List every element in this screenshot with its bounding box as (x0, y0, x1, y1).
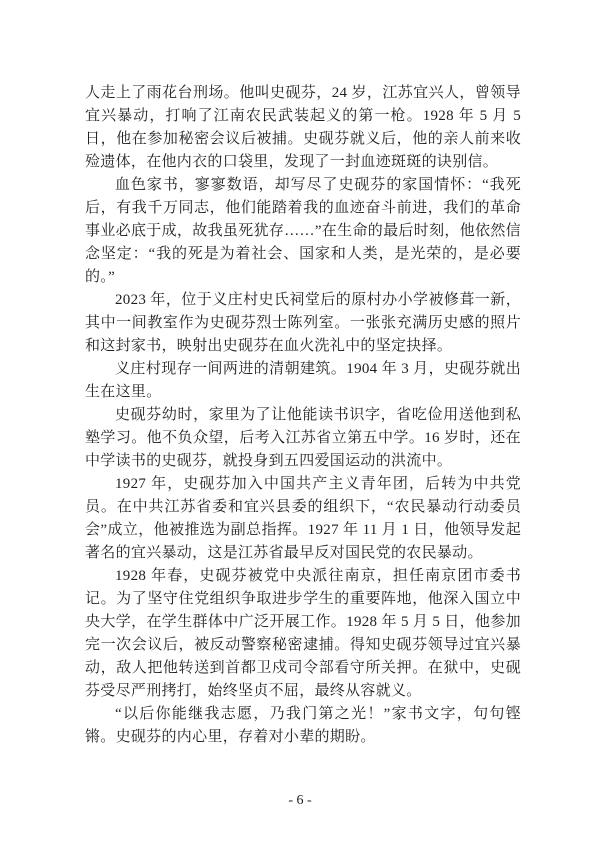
paragraph-continuation: 人走上了雨花台刑场。他叫史砚芬，24 岁，江苏宜兴人，曾领导宜兴暴动，打响了江南农民武装起义的第一枪。1928 年 5 月 5 日，他在参加秘密会议后被捕。史砚芬就义后，他的亲人前来收殓遗体，在他内衣的口袋里，发现了一封血迹斑斑的诀别信。 (85, 85, 521, 170)
paragraph: “以后你能继我志愿，乃我门第之光！”家书文字，句句铿锵。史砚芬的内心里，存着对小辈的期盼。 (85, 706, 521, 745)
paragraph: 2023 年，位于义庄村史氏祠堂后的原村办小学被修葺一新，其中一间教室作为史砚芬烈士陈列室。一张张充满历史感的照片和这封家书，映射出史砚芬在血火洗礼中的坚定抉择。 (85, 292, 521, 354)
paragraph: 血色家书，寥寥数语，却写尽了史砚芬的家国情怀：“我死后，有我千万同志，他们能踏着我的血迹奋斗前进，我们的革命事业必底于成，故我虽死犹存……”在生命的最后时刻，他依然信念坚定：“我的死是为着社会、国家和人类，是光荣的，是必要的。” (85, 177, 521, 285)
paragraph: 1928 年春，史砚芬被党中央派往南京，担任南京团市委书记。为了坚守住党组织争取进步学生的重要阵地，他深入国立中央大学，在学生群体中广泛开展工作。1928 年 5 月 5 日，他参加完一次会议后，被反动警察秘密逮捕。得知史砚芬领导过宜兴暴动，敌人把他转送到首都卫戍司令部看守所关押。在狱中，史砚芬受尽严刑拷打，始终坚贞不屈，最终从容就义。 (85, 568, 521, 699)
paragraph: 史砚芬幼时，家里为了让他能读书识字，省吃俭用送他到私塾学习。他不负众望，后考入江苏省立第五中学。16 岁时，还在中学读书的史砚芬，就投身到五四爱国运动的洪流中。 (85, 407, 521, 469)
paragraph: 义庄村现存一间两进的清朝建筑。1904 年 3 月，史砚芬就出生在这里。 (85, 361, 521, 400)
body-text (85, 82, 521, 749)
page-number: - 6 - (288, 793, 312, 808)
paragraph: 1927 年，史砚芬加入中国共产主义青年团，后转为中共党员。在中共江苏省委和宜兴县委的组织下，“农民暴动行动委员会”成立，他被推选为副总指挥。1927 年 11 月 1 日，他领导发起著名的宜兴暴动，这是江苏省最早反对国民党的农民暴动。 (85, 476, 521, 561)
